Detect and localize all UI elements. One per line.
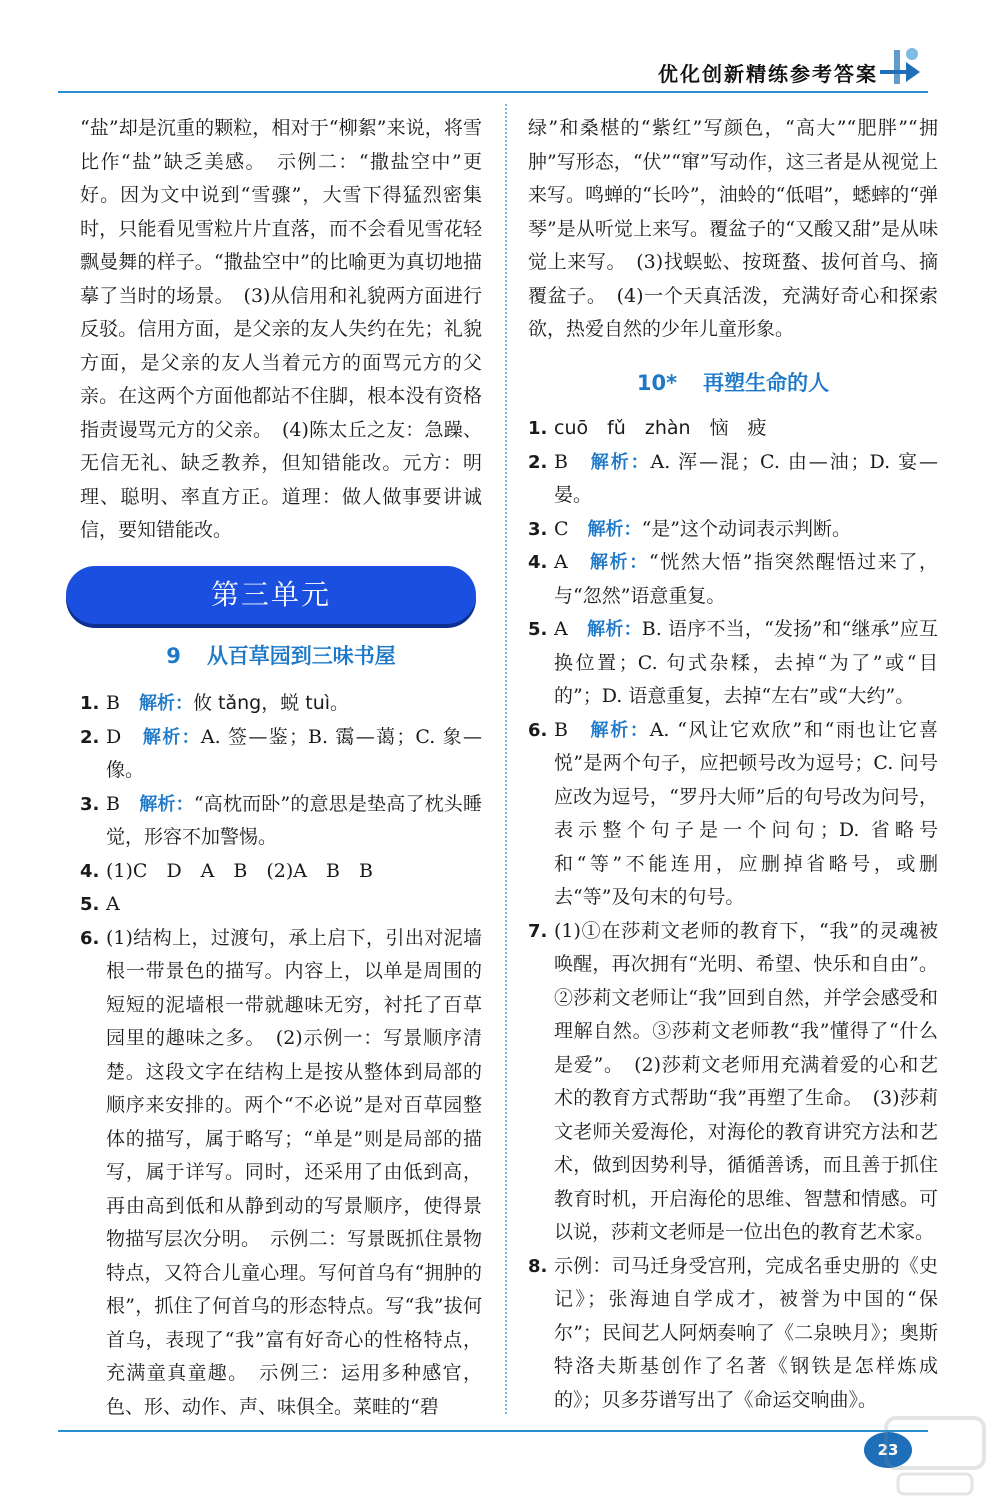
answer-item: 3. C 解析：“是”这个动词表示判断。: [528, 517, 851, 540]
answer-item: 5. A 解析：B. 语序不当，“发扬”和“继承”应互换位置；C. 句式杂糅，去掉“为了”或“目的”；D. 语意重复，去掉“左右”或“大约”。: [528, 618, 938, 707]
lesson-number: 10*: [636, 370, 678, 395]
column-divider: [505, 104, 507, 1414]
header-rule: [58, 91, 928, 93]
answer-item: 1. B 解析：攸 tǎng，蜕 tuì。: [80, 692, 350, 714]
lesson-number: 9: [166, 643, 181, 668]
lesson-heading: [80, 640, 482, 674]
watermark-icon: [880, 1412, 990, 1500]
lesson-title: 再塑生命的人: [703, 370, 830, 395]
right-column: [528, 112, 938, 1417]
answer-item: 7. (1)①在莎莉文老师的教育下，“我”的灵魂被唤醒，再次拥有“光明、希望、快乐和自由”。②莎莉文老师让“我”回到自然，并学会感受和理解自然。③莎莉文老师教“我”懂得了“什么是爱”。 (2)莎莉文老师用充满着爱的心和艺术的教育方式帮助“我”再塑了生命。 (3)莎莉文老师关爱海伦，对海伦的教育讲究方法和艺术，做到因势利导，循循善诱，而且善于抓住教育时机，开启海伦的思维、智慧和情感。可以说，莎莉文老师是一位出色的教育艺术家。: [528, 919, 938, 1243]
answer-item: 4. A 解析：“恍然大悟”指突然醒悟过来了，与“忽然”语意重复。: [528, 551, 938, 607]
page-number-badge: 23: [864, 1432, 912, 1468]
answer-item: 2. B 解析：A. 浑—混；C. 由—油；D. 宴—晏。: [528, 450, 938, 506]
answer-item: 5. A: [80, 893, 120, 915]
answer-item: 4. (1)C D A B (2)A B B: [80, 859, 373, 882]
left-column: [80, 112, 482, 1424]
answer-item: 6. (1)结构上，过渡句，承上启下，引出对泥墙根一带景色的描写。内容上，以单是周围的短短的泥墙根一带就趣味无穷，衬托了百草园里的趣味之多。 (2)示例一：写景顺序清楚。这段文字在结构上是按从整体到局部的顺序来安排的。两个“不必说”是对百草园整体的描写，属于略写；“单是”则是局部的描写，属于详写。同时，还采用了由低到高，再由高到低和从静到动的写景顺序，使得景物描写层次分明。 示例二：写景既抓住景物特点，又符合儿童心理。写何首乌有“拥肿的根”，抓住了何首乌的形态特点。写“我”拔何首乌，表现了“我”富有好奇心的性格特点，充满童真童趣。 示例三：运用多种感官，色、形、动作、声、味俱全。菜畦的“碧: [80, 926, 482, 1418]
answer-item: 1. cuō fǔ zhàn 恼 疲: [528, 417, 767, 439]
continued-paragraph: 绿”和桑椹的“紫红”写颜色，“高大”“肥胖”“拥肿”写形态，“伏”“窜”写动作，这三者是从视觉上来写。鸣蝉的“长吟”，油蛉的“低唱”，蟋蟀的“弹琴”是从听觉上来写。覆盆子的“又酸又甜”是从味觉上来写。 (3)找蜈蚣、按斑蝥、拔何首乌、摘覆盆子。 (4)一个天真活泼，充满好奇心和探索欲，热爱自然的少年儿童形象。: [528, 117, 938, 340]
answer-item: 8. 示例：司马迁身受宫刑，完成名垂史册的《史记》；张海迪自学成才，被誉为中国的“保尔”；民间艺人阿炳奏响了《二泉映月》；奥斯特洛夫斯基创作了名著《钢铁是怎样炼成的》；贝多芬谱写出了《命运交响曲》。: [528, 1254, 938, 1411]
header-title: 优化创新精练参考答案: [658, 62, 878, 86]
arrow-logo-icon: [876, 44, 922, 90]
lesson-title: 从百草园到三味书屋: [206, 643, 396, 668]
footer-rule: [58, 1430, 928, 1432]
unit-banner: 第三单元: [66, 566, 476, 624]
lesson-heading: [528, 367, 938, 401]
answer-item: 6. B 解析：A. “风让它欢欣”和“雨也让它喜悦”是两个句子，应把顿号改为逗号；C. 问号应改为逗号，“罗丹大师”后的句号改为问号，表示整个句子是一个问句；D. 省略号和“等”不能连用，应删掉省略号，或删去“等”及句末的句号。: [528, 718, 938, 908]
answer-item: 2. D 解析：A. 签—鉴；B. 霭—蔼；C. 象—像。: [80, 725, 482, 781]
answer-item: 3. B 解析：“高枕而卧”的意思是垫高了枕头睡觉，形容不加警惕。: [80, 792, 482, 848]
continued-paragraph: “盐”却是沉重的颗粒，相对于“柳絮”来说，将雪比作“盐”缺乏美感。 示例二：“撒盐空中”更好。因为文中说到“雪骤”，大雪下得猛烈密集时，只能看见雪粒片片直落，而不会看见雪花轻飘曼舞的样子。“撒盐空中”的比喻更为真切地描摹了当时的场景。 (3)从信用和礼貌两方面进行反驳。信用方面，是父亲的友人失约在先；礼貌方面，是父亲的友人当着元方的面骂元方的父亲。在这两个方面他都站不住脚，根本没有资格指责谩骂元方的父亲。 (4)陈太丘之友：急躁、无信无礼、缺乏教养，但知错能改。元方：明理、聪明、率直方正。道理：做人做事要讲诚信，要知错能改。: [80, 117, 482, 541]
